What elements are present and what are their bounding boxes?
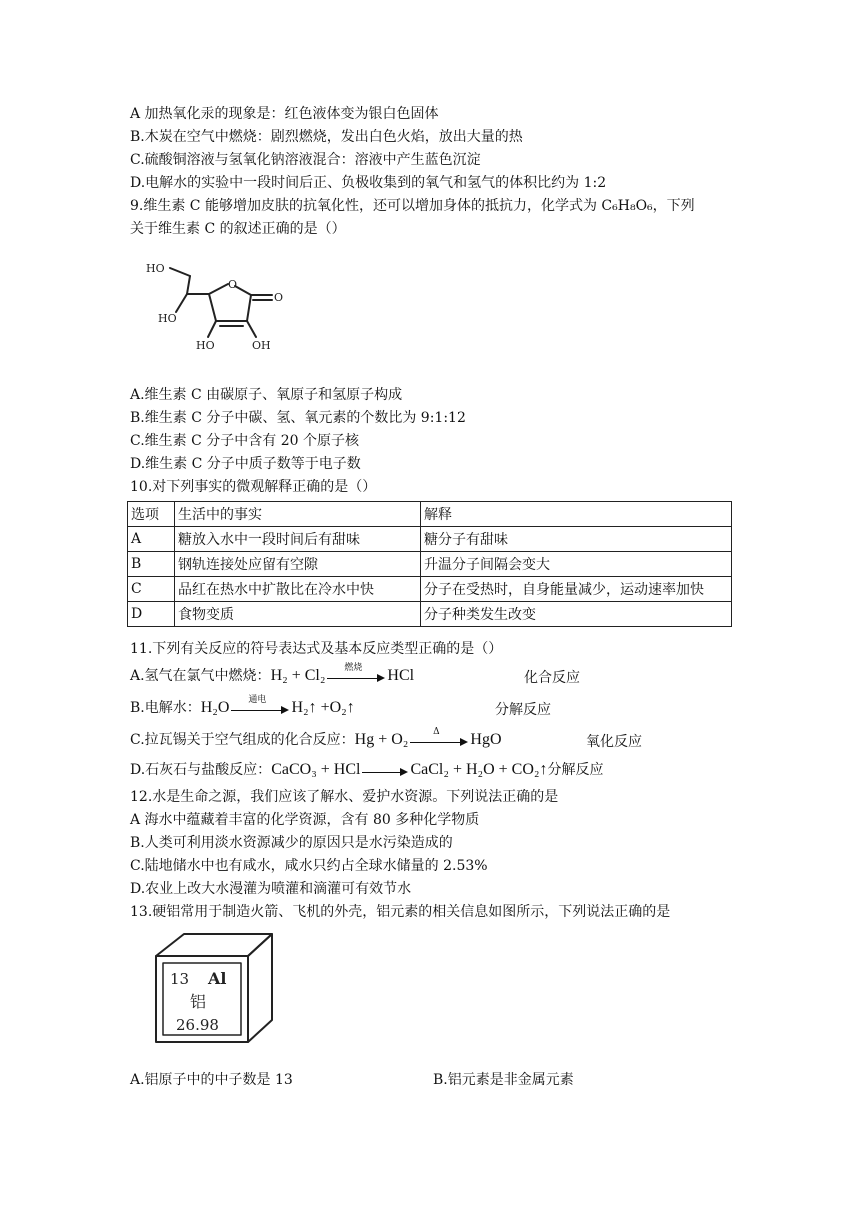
table-cell: 食物变质: [175, 602, 421, 627]
element-atomic-number: 13: [170, 970, 190, 988]
q9-stem-line2: 关于维生素 C 的叙述正确的是（）: [130, 221, 346, 237]
q11-option-b-type: 分解反应: [495, 702, 551, 718]
q11-option-c-prefix: C.拉瓦锡关于空气组成的化合反应：: [130, 732, 355, 748]
q11-option-b-reactants: H₂O: [200, 699, 230, 716]
q13-option-b: B.铝元素是非金属元素: [433, 1072, 574, 1088]
q13-option-a: A.铝原子中的中子数是 13: [130, 1072, 293, 1088]
table-cell: B: [128, 552, 175, 577]
table-cell: D: [128, 602, 175, 627]
q11-option-b: [130, 697, 355, 719]
vitamin-c-structure-figure: [132, 250, 292, 360]
q11-option-c-products: HgO: [470, 731, 502, 748]
q9-option-d: D.维生素 C 分子中质子数等于电子数: [130, 456, 361, 472]
q11-option-c-reactants: Hg + O₂: [354, 731, 409, 748]
element-atomic-mass: 26.98: [176, 1016, 219, 1034]
table-row: [128, 552, 732, 577]
table-cell: 品红在热水中扩散比在冷水中快: [175, 577, 421, 602]
reaction-arrow-icon: [327, 663, 385, 683]
q9-stem-line1: 9.维生素 C 能够增加皮肤的抗氧化性，还可以增加身体的抵抗力，化学式为 C₆H₈O₆，下列: [130, 198, 695, 214]
q9-option-b: B.维生素 C 分子中碳、氢、氧元素的个数比为 9:1:12: [130, 410, 466, 426]
q8-option-c: C.硫酸铜溶液与氢氧化钠溶液混合：溶液中产生蓝色沉淀: [130, 152, 481, 168]
struct-label-carbonyl-o: O: [274, 291, 284, 304]
q10-facts-table: [127, 501, 732, 627]
struct-label-ho-bottom: HO: [196, 339, 215, 352]
q11-option-b-prefix: B.电解水：: [130, 700, 201, 716]
q8-option-a: A 加热氧化汞的现象是：红色液体变为银白色固体: [130, 106, 439, 122]
table-cell: 升温分子间隔会变大: [421, 552, 732, 577]
q11-option-d: [130, 759, 603, 781]
element-name: 铝: [190, 992, 207, 1011]
q11-option-c: [130, 729, 502, 751]
q12-stem: 12.水是生命之源，我们应该了解水、爱护水资源。下列说法正确的是: [130, 789, 559, 805]
q12-option-c: C.陆地储水中也有咸水，咸水只约占全球水储量的 2.53%: [130, 858, 488, 874]
q11-option-c-condition: Δ: [433, 727, 440, 737]
table-row: [128, 527, 732, 552]
q11-option-b-products: H₂↑ +O₂↑: [291, 699, 355, 716]
table-header-cell: 生活中的事实: [175, 502, 421, 527]
q11-option-a: [130, 665, 414, 687]
q11-stem: 11.下列有关反应的符号表达式及基本反应类型正确的是（）: [130, 641, 503, 657]
table-cell: 分子在受热时，自身能量减少，运动速率加快: [421, 577, 732, 602]
q9-option-c: C.维生素 C 分子中含有 20 个原子核: [130, 433, 359, 449]
q13-stem: 13.硬铝常用于制造火箭、飞机的外壳，铝元素的相关信息如图所示，下列说法正确的是: [130, 904, 671, 920]
reaction-arrow-icon: [410, 727, 468, 747]
q11-option-d-products: CaCl₂ + H₂O + CO₂↑: [410, 761, 548, 778]
q11-option-c-type: 氧化反应: [586, 734, 642, 750]
table-cell: 分子种类发生改变: [421, 602, 732, 627]
struct-label-ring-o: O: [228, 278, 238, 291]
q12-option-b: B.人类可利用淡水资源减少的原因只是水污染造成的: [130, 835, 453, 851]
q8-option-d: D.电解水的实验中一段时间后正、负极收集到的氧气和氢气的体积比约为 1:2: [130, 175, 607, 191]
table-row: [128, 602, 732, 627]
table-header-cell: 解释: [421, 502, 732, 527]
table-cell: A: [128, 527, 175, 552]
reaction-arrow-icon: [362, 763, 408, 777]
struct-label-oh-bottom: OH: [252, 339, 271, 352]
table-cell: 糖放入水中一段时间后有甜味: [175, 527, 421, 552]
struct-label-ho-top: HO: [146, 262, 165, 275]
q12-option-a: A 海水中蕴藏着丰富的化学资源，含有 80 多种化学物质: [130, 812, 480, 828]
table-cell: 钢轨连接处应留有空隙: [175, 552, 421, 577]
q11-option-a-type: 化合反应: [524, 670, 580, 686]
q10-stem: 10.对下列事实的微观解释正确的是（）: [130, 479, 377, 495]
struct-label-ho-side: HO: [158, 312, 177, 325]
q11-option-b-condition: 通电: [248, 695, 267, 705]
table-cell: 糖分子有甜味: [421, 527, 732, 552]
table-row: [128, 577, 732, 602]
q11-option-a-prefix: A.氢气在氯气中燃烧：: [130, 668, 271, 684]
element-symbol: Al: [208, 969, 227, 988]
aluminum-element-cell-figure: [146, 930, 280, 1050]
q12-option-d: D.农业上改大水漫灌为喷灌和滴灌可有效节水: [130, 881, 412, 897]
q11-option-a-products: HCl: [387, 667, 415, 684]
q9-option-a: A.维生素 C 由碳原子、氧原子和氢原子构成: [130, 387, 403, 403]
q8-option-b: B.木炭在空气中燃烧：剧烈燃烧，发出白色火焰，放出大量的热: [130, 129, 523, 145]
reaction-arrow-icon: [231, 695, 289, 715]
table-cell: C: [128, 577, 175, 602]
q11-option-d-prefix: D.石灰石与盐酸反应：: [130, 762, 272, 778]
q11-option-d-reactants: CaCO₃ + HCl: [271, 761, 361, 778]
table-header-row: [128, 502, 732, 527]
q11-option-a-reactants: H₂ + Cl₂: [270, 667, 326, 684]
q11-option-d-type: 分解反应: [547, 762, 604, 778]
q11-option-a-condition: 燃烧: [344, 663, 363, 673]
table-header-cell: 选项: [128, 502, 175, 527]
